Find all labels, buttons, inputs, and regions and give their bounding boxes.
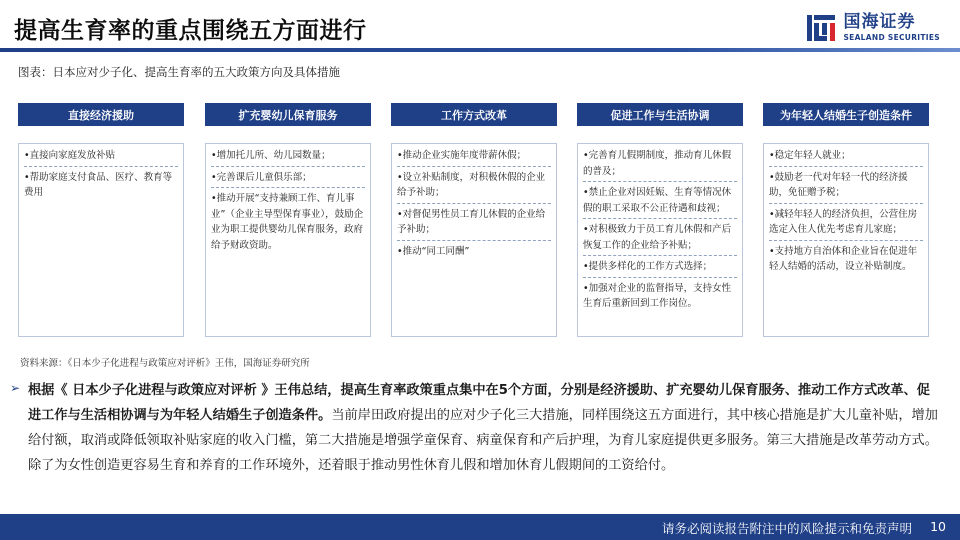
list-item: •对积极致力于员工育儿休假和产后恢复工作的企业给予补贴； <box>583 222 737 256</box>
summary-paragraph <box>10 378 945 478</box>
list-item: •支持地方自治体和企业旨在促进年轻人结婚的活动，设立补贴制度。 <box>769 245 918 272</box>
sealand-logo-icon <box>805 12 837 44</box>
list-item: •对督促男性员工育儿休假的企业给予补助； <box>397 207 551 241</box>
source-note: 资料来源：《日本少子化进程与政策应对评析》王伟，国海证券研究所 <box>20 358 310 369</box>
title-rule <box>0 48 960 52</box>
list-item: •直接向家庭发放补贴 <box>24 148 178 167</box>
page-number: 10 <box>930 519 946 534</box>
footer-disclaimer: 请务必阅读报告附注中的风险提示和免责声明 <box>661 521 912 536</box>
company-logo <box>805 12 940 44</box>
list-item: •加强对企业的监督指导，支持女性生育后重新回到工作岗位。 <box>583 282 732 309</box>
list-item: •增加托儿所、幼儿园数量； <box>211 148 365 167</box>
column-body-childcare <box>205 143 371 337</box>
column-header-work-reform: 工作方式改革 <box>391 103 557 126</box>
list-item: •推动开展“支持兼顾工作、育儿事业”（企业主导型保育事业），鼓励企业为职工提供婴幼儿保育服务，政府给予财政资助。 <box>211 193 364 251</box>
summary-bold-text: 根据《 日本少子化进程与政策应对评析 》王伟总结，提高生育率政策重点集中在5个方面，分别是经济援助、扩充婴幼儿保育服务、推动工作方式改革、促进工作与生活相协调与为年轻人结婚生子创造条件。 <box>28 383 930 423</box>
list-item: •减轻年轻人的经济负担，公营住房选定入住人优先考虑育儿家庭； <box>769 207 923 241</box>
arrow-bullet-icon: ➢ <box>10 381 21 395</box>
logo-chinese-name: 国海证券 <box>843 12 916 33</box>
summary-normal-text: 当前岸田政府提出的应对少子化三大措施，同样围绕这五方面进行，其中核心措施是扩大儿童补贴，增加给付额，取消或降低领取补贴家庭的收入门槛，第二大措施是增强学童保育、病童保育和产后护理，为育儿家庭提供更多服务。第三大措施是改革劳动方式。除了为女性创造更容易生育和养育的工作环境外，还着眼于推动男性休育儿假和增加休育儿假期间的工资给付。 <box>28 408 938 473</box>
page-title: 提高生育率的重点围绕五方面进行 <box>14 18 367 44</box>
list-item: •禁止企业对因妊娠、生育等情况休假的职工采取不公正待遇和歧视； <box>583 185 737 219</box>
list-item: •推动企业实施年度带薪休假； <box>397 148 551 167</box>
list-item: •完善课后儿童俱乐部； <box>211 170 365 189</box>
column-header-economic-aid: 直接经济援助 <box>18 103 184 126</box>
footer-bar <box>0 514 960 540</box>
list-item: •设立补贴制度，对积极休假的企业给予补助； <box>397 170 551 204</box>
column-header-work-life: 促进工作与生活协调 <box>577 103 743 126</box>
list-item: •提供多样化的工作方式选择； <box>583 259 737 278</box>
column-body-work-reform <box>391 143 557 337</box>
column-body-youth-marriage <box>763 143 929 337</box>
list-item: •帮助家庭支付食品、医疗、教育等费用 <box>24 171 173 198</box>
list-item: •稳定年轻人就业； <box>769 148 923 167</box>
logo-english-name: SEALAND SECURITIES <box>843 33 940 43</box>
column-body-work-life <box>577 143 743 337</box>
list-item: •完善育儿假期制度，推动育儿休假的普及； <box>583 148 737 182</box>
column-header-childcare: 扩充婴幼儿保育服务 <box>205 103 371 126</box>
figure-caption: 图表：日本应对少子化、提高生育率的五大政策方向及具体措施 <box>18 65 340 79</box>
list-item: •鼓励老一代对年轻一代的经济援助，免征赠予税； <box>769 170 923 204</box>
column-header-youth-marriage: 为年轻人结婚生子创造条件 <box>763 103 929 126</box>
list-item: •推动“同工同酬” <box>397 245 470 257</box>
column-body-economic-aid <box>18 143 184 337</box>
